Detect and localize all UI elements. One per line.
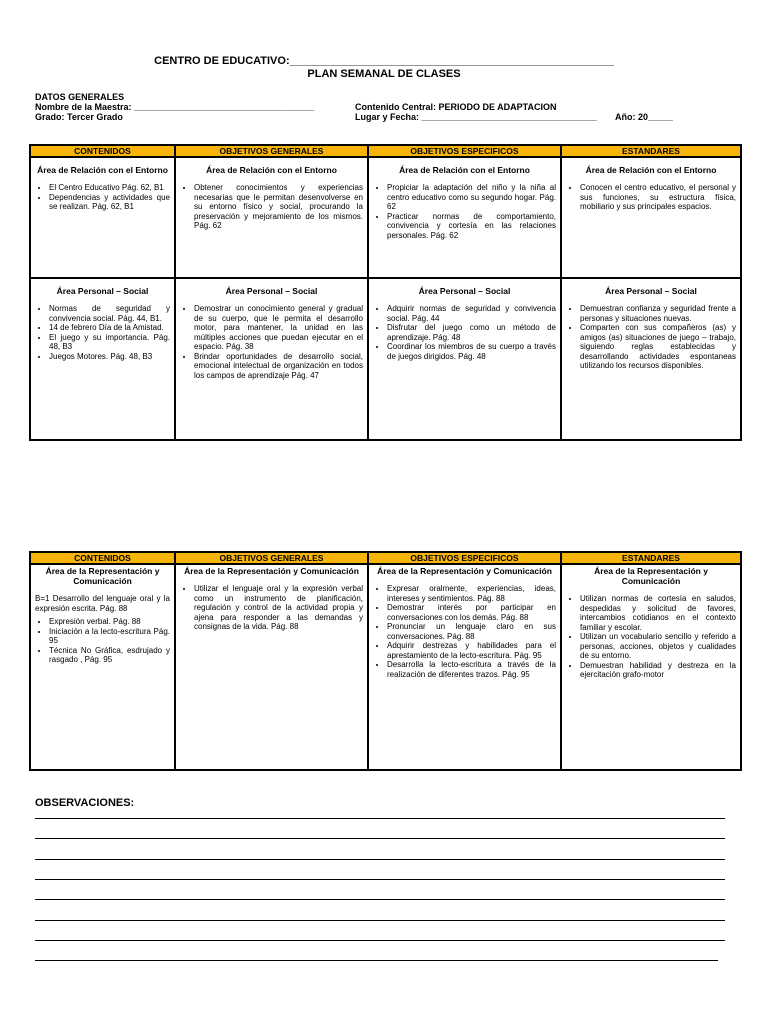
area-title: Área de la Representación y Comunicación — [45, 566, 160, 586]
area-title: Área de la Representación y Comunicación — [377, 566, 552, 576]
list-item: • Coordinar los miembros de su cuerpo a través de juegos dirigidos. Pág. 48 — [387, 342, 556, 361]
list-item: • Brindar oportunidades de desarrollo social, emocional intelectual de organización en todos los campos de aprendizaje Pág. 47 — [194, 352, 363, 381]
list-item: • Utilizan normas de cortesía en saludos, despedidas y solicitud de favores, intercambios cotidianos en el contexto familiar y escolar. — [580, 594, 736, 632]
list-item: • Adquirir destrezas y habilidades para el aprestamiento de la lecto-escritura. Pág. 95 — [387, 641, 556, 660]
list-item: • Practicar normas de comportamiento, convivencia y cortesía en las relaciones personales. Pág. 62 — [387, 212, 556, 241]
area-title: Área de Relación con el Entorno — [37, 165, 168, 175]
list-item: • Expresión verbal. Pág. 88 — [49, 617, 170, 627]
list-item: • El juego y su importancia. Pág. 48, B3 — [49, 333, 170, 352]
column-header-estandares: ESTANDARES — [561, 552, 741, 564]
observation-line[interactable] — [35, 960, 718, 961]
central-content-field: Contenido Central: PERIODO DE ADAPTACION — [355, 102, 557, 112]
list-item: • Adquirir normas de seguridad y convivencia social. Pág. 44 — [387, 304, 556, 323]
list-item: • Técnica No Gráfica, esdrujado y rasgado , Pág. 95 — [49, 646, 170, 665]
list-item: • Obtener conocimientos y experiencias necesarias que le permitan desenvolverse en su entorno físico y social, procurando la preservación y mejoramiento de los mismos. Pág. 62 — [194, 183, 363, 231]
general-data-heading: DATOS GENERALES — [35, 92, 125, 102]
observation-line[interactable] — [35, 859, 725, 860]
cell-estandares — [561, 278, 741, 440]
plan-title: PLAN SEMANAL DE CLASES — [307, 68, 461, 80]
table-row — [30, 278, 741, 440]
cell-objetivos-generales — [175, 278, 368, 440]
column-header-objetivos-generales: OBJETIVOS GENERALES — [175, 145, 368, 157]
cell-estandares — [561, 157, 741, 278]
cell-contenidos — [30, 278, 175, 440]
area-title: Área Personal – Social — [225, 286, 318, 296]
cell-objetivos-generales — [175, 157, 368, 278]
observations-title: OBSERVACIONES: — [35, 797, 135, 809]
cell-estandares — [561, 564, 741, 770]
list-item: • Utilizan un vocabulario sencillo y referido a personas, acciones, objetos y cualidades de su entorno. — [580, 632, 736, 661]
list-item: • Propiciar la adaptación del niño y la niña al centro educativo como su segundo hogar. Pág. 62 — [387, 183, 556, 212]
list-item: • Demostrar un conocimiento general y gradual de su cuerpo, que le permita el desarrollo motor, para mantener, la unidad en las múltiples acciones que puedan ejecutar en el espacio. Pág. 38 — [194, 304, 363, 352]
general-data-block — [35, 92, 314, 122]
list-item: • Juegos Motores. Pág. 48, B3 — [49, 352, 170, 362]
table-header-row — [30, 552, 741, 564]
column-header-objetivos-especificos: OBJETIVOS ESPECIFICOS — [368, 552, 561, 564]
table-row — [30, 157, 741, 278]
place-date-field: Lugar y Fecha: ___________________________________ — [355, 112, 597, 122]
list-item: • Demostrar interés por participar en conversaciones con los demás. Pág. 88 — [387, 603, 556, 622]
area-title: Área de Relación con el Entorno — [585, 165, 717, 175]
list-item: • Demuestran habilidad y destreza en la ejercitación grafo-motor — [580, 661, 736, 680]
area-title: Área de Relación con el Entorno — [206, 165, 337, 175]
cell-objetivos-especificos — [368, 157, 561, 278]
observation-line[interactable] — [35, 879, 725, 880]
area-title: Área de la Representación y Comunicación — [594, 566, 708, 586]
teacher-name-field: Nombre de la Maestra: ____________________________________ — [35, 102, 315, 112]
list-item: • Expresar oralmente, experiencias, ideas, intereses y sentimientos. Pág. 88 — [387, 584, 556, 603]
cell-contenidos — [30, 564, 175, 770]
column-header-estandares: ESTANDARES — [561, 145, 741, 157]
column-header-contenidos: CONTENIDOS — [30, 145, 175, 157]
observation-line[interactable] — [35, 838, 725, 839]
weekly-plan-table-2 — [29, 551, 742, 771]
cell-objetivos-especificos — [368, 278, 561, 440]
list-item: • Pronunciar un lenguaje claro en sus conversaciones. Pág. 88 — [387, 622, 556, 641]
cell-objetivos-generales — [175, 564, 368, 770]
list-item: • Conocen el centro educativo, el personal y sus funciones, su estructura física, mobiliario y sus principales espacios. — [580, 183, 736, 212]
table-header-row — [30, 145, 741, 157]
cell-objetivos-especificos — [368, 564, 561, 770]
area-title: Área de la Representación y Comunicación — [184, 566, 359, 576]
list-item: • Desarrolla la lecto-escritura a través de la realización de diferentes trazos. Pág. 95 — [387, 660, 556, 679]
area-title: Área Personal – Social — [418, 286, 511, 296]
year-field: Año: 20_____ — [615, 112, 674, 122]
cell-contenidos — [30, 157, 175, 278]
column-header-contenidos: CONTENIDOS — [30, 552, 175, 564]
list-item: • 14 de febrero Día de la Amistad. — [49, 323, 170, 333]
list-item: • El Centro Educativo Pág. 62, B1 — [49, 183, 170, 193]
observation-line[interactable] — [35, 940, 725, 941]
content-intro: B=1 Desarrollo del lenguaje oral y la expresión escrita. Pág. 88 — [35, 594, 170, 613]
school-name-field: CENTRO DE EDUCATIVO:_____________________________________________________ — [154, 55, 614, 67]
column-header-objetivos-generales: OBJETIVOS GENERALES — [175, 552, 368, 564]
table-row — [30, 564, 741, 770]
list-item: • Normas de seguridad y convivencia social. Pág. 44, B1. — [49, 304, 170, 323]
area-title: Área Personal – Social — [56, 286, 149, 296]
weekly-plan-table-1 — [29, 144, 742, 441]
observation-line[interactable] — [35, 818, 725, 819]
grade-field: Grado: Tercer Grado — [35, 112, 123, 122]
area-title: Área de Relación con el Entorno — [399, 165, 530, 175]
list-item: • Dependencias y actividades que se realizan. Pág. 62, B1 — [49, 193, 170, 212]
list-item: • Utilizar el lenguaje oral y la expresión verbal como un instrumento de planificación, regulación y control de la actividad propia y ajena para responder a las demandas y consignas de la vida. Pág. 88 — [194, 584, 363, 632]
list-item: • Demuestran confianza y seguridad frente a personas y situaciones nuevas. — [580, 304, 736, 323]
column-header-objetivos-especificos: OBJETIVOS ESPECIFICOS — [368, 145, 561, 157]
list-item: • Iniciación a la lecto-escritura Pág. 95 — [49, 627, 170, 646]
list-item: • Comparten con sus compañeros (as) y amigos (as) situaciones de juego – trabajo, siguiendo reglas establecidas y desarrollando actividades espontaneas utilizando los recursos disponibles. — [580, 323, 736, 371]
observation-line[interactable] — [35, 899, 725, 900]
area-title: Área Personal – Social — [605, 286, 697, 296]
list-item: • Disfrutar del juego como un método de aprendizaje. Pág. 48 — [387, 323, 556, 342]
observation-line[interactable] — [35, 920, 725, 921]
